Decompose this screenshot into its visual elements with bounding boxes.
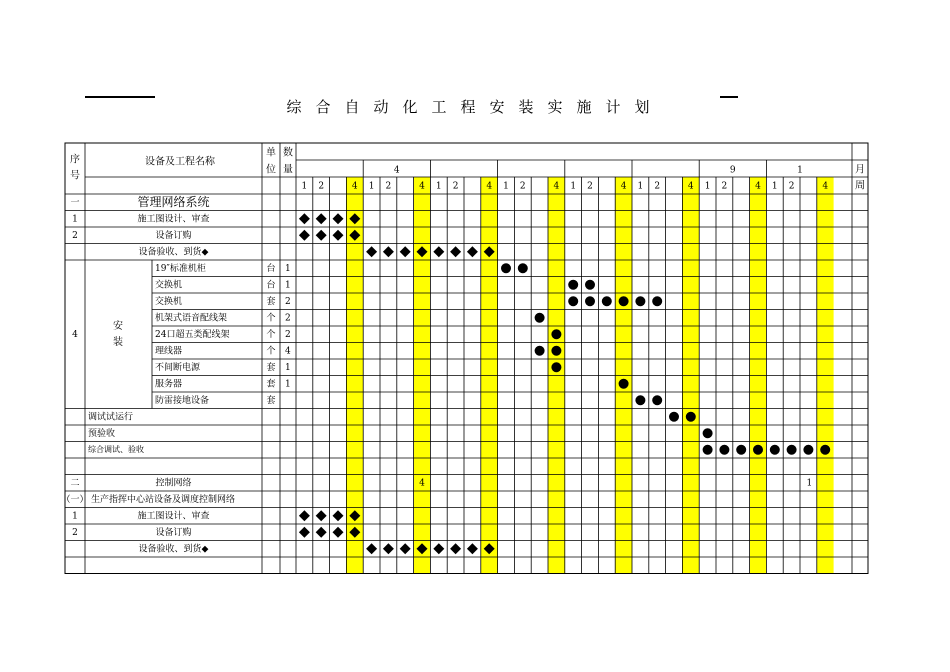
item-unit: 台 bbox=[266, 280, 276, 291]
row-name: 设备验收、到货◆ bbox=[138, 544, 209, 555]
diamond-marker-icon bbox=[316, 230, 327, 241]
week-number: 1 bbox=[570, 181, 577, 192]
row-seq: （一） bbox=[61, 494, 89, 505]
row-seq: 1 bbox=[72, 214, 78, 225]
row-name: 设备订购 bbox=[155, 527, 192, 538]
filled-circle-marker-icon bbox=[669, 412, 679, 422]
filled-circle-marker-icon bbox=[551, 362, 561, 372]
item-name: 不间断电源 bbox=[155, 362, 201, 373]
row-seq: 2 bbox=[72, 527, 78, 538]
row-name: 预验收 bbox=[88, 428, 116, 439]
item-name: 交换机 bbox=[155, 296, 183, 307]
filled-circle-marker-icon bbox=[551, 329, 561, 339]
diamond-marker-icon bbox=[467, 543, 478, 554]
item-qty: 4 bbox=[285, 346, 291, 357]
diamond-marker-icon bbox=[400, 246, 411, 257]
item-unit: 个 bbox=[266, 313, 276, 324]
diamond-marker-icon bbox=[299, 527, 310, 538]
item-unit: 套 bbox=[266, 379, 276, 390]
week-number: 2 bbox=[788, 181, 795, 192]
install-label: 装 bbox=[113, 336, 123, 348]
row-name: 施工图设计、审查 bbox=[137, 511, 210, 522]
item-name: 机架式语音配线架 bbox=[155, 313, 228, 324]
diamond-marker-icon bbox=[433, 543, 444, 554]
week-number: 1 bbox=[301, 181, 308, 192]
filled-circle-marker-icon bbox=[753, 445, 763, 455]
week-number: 2 bbox=[385, 181, 392, 192]
diamond-marker-icon bbox=[299, 230, 310, 241]
filled-circle-marker-icon bbox=[535, 313, 545, 323]
filled-circle-marker-icon bbox=[719, 445, 729, 455]
item-qty: 2 bbox=[285, 329, 291, 340]
item-name: 理线器 bbox=[155, 346, 183, 357]
diamond-marker-icon bbox=[433, 246, 444, 257]
header-name: 设备及工程名称 bbox=[145, 156, 215, 168]
week-number: 2 bbox=[587, 181, 593, 192]
week-number: 2 bbox=[721, 181, 728, 192]
header-unit: 位 bbox=[266, 164, 276, 176]
week-number: 1 bbox=[368, 181, 375, 192]
filled-circle-marker-icon bbox=[635, 395, 645, 405]
row-name: 控制网络 bbox=[155, 478, 192, 489]
item-qty: 2 bbox=[285, 313, 291, 324]
diamond-marker-icon bbox=[333, 230, 344, 241]
filled-circle-marker-icon bbox=[635, 296, 645, 306]
week-mark: 1 bbox=[806, 478, 813, 489]
item-name: 24口超五类配线架 bbox=[155, 329, 230, 340]
filled-circle-marker-icon bbox=[585, 296, 595, 306]
diamond-marker-icon bbox=[316, 510, 327, 521]
week-mark: 4 bbox=[419, 478, 425, 489]
filled-circle-marker-icon bbox=[619, 379, 629, 389]
item-unit: 套 bbox=[266, 296, 276, 307]
filled-circle-marker-icon bbox=[602, 296, 612, 306]
month-label: 1 bbox=[797, 165, 803, 176]
item-unit: 个 bbox=[266, 329, 276, 340]
diamond-marker-icon bbox=[333, 510, 344, 521]
row-seq: 一 bbox=[70, 197, 80, 208]
row-seq: 2 bbox=[72, 230, 78, 241]
diamond-marker-icon bbox=[299, 510, 310, 521]
item-qty: 1 bbox=[285, 362, 291, 373]
diamond-marker-icon bbox=[383, 543, 394, 554]
row-name: 调试试运行 bbox=[88, 412, 134, 423]
filled-circle-marker-icon bbox=[568, 296, 578, 306]
week-number: 1 bbox=[503, 181, 509, 192]
diamond-marker-icon bbox=[333, 213, 344, 224]
item-name: 19″标准机柜 bbox=[155, 263, 206, 274]
row-seq: 1 bbox=[72, 511, 78, 522]
item-qty: 1 bbox=[285, 280, 291, 291]
header-qty: 数 bbox=[283, 147, 293, 159]
week-number: 2 bbox=[452, 181, 459, 192]
install-seq: 4 bbox=[72, 329, 78, 340]
filled-circle-marker-icon bbox=[703, 445, 713, 455]
filled-circle-marker-icon bbox=[736, 445, 746, 455]
header-unit: 单 bbox=[266, 147, 276, 159]
diamond-marker-icon bbox=[400, 543, 411, 554]
item-unit: 个 bbox=[266, 346, 276, 357]
item-qty: 1 bbox=[285, 379, 291, 390]
item-name: 防雷接地设备 bbox=[155, 395, 210, 406]
filled-circle-marker-icon bbox=[652, 296, 662, 306]
item-qty: 1 bbox=[285, 263, 291, 274]
filled-circle-marker-icon bbox=[518, 263, 528, 273]
week-number: 1 bbox=[637, 181, 644, 192]
item-unit: 套 bbox=[266, 395, 276, 406]
filled-circle-marker-icon bbox=[703, 428, 713, 438]
item-name: 服务器 bbox=[155, 379, 183, 390]
item-name: 交换机 bbox=[155, 280, 183, 291]
diamond-marker-icon bbox=[366, 246, 377, 257]
week-number: 4 bbox=[822, 181, 829, 192]
week-number: 4 bbox=[755, 181, 761, 192]
header-month: 月 bbox=[855, 164, 865, 176]
week-number: 4 bbox=[351, 181, 358, 192]
week-number: 4 bbox=[687, 181, 694, 192]
install-label: 安 bbox=[113, 320, 123, 332]
header-seq: 号 bbox=[70, 170, 80, 182]
row-name: 管理网络系统 bbox=[137, 194, 210, 209]
diamond-marker-icon bbox=[333, 527, 344, 538]
filled-circle-marker-icon bbox=[619, 296, 629, 306]
filled-circle-marker-icon bbox=[652, 395, 662, 405]
diamond-marker-icon bbox=[467, 246, 478, 257]
week-number: 4 bbox=[620, 181, 627, 192]
diamond-marker-icon bbox=[316, 527, 327, 538]
row-name: 设备验收、到货◆ bbox=[138, 247, 209, 258]
diamond-marker-icon bbox=[450, 246, 461, 257]
row-name: 综合调试、验收 bbox=[88, 444, 144, 454]
header-seq: 序 bbox=[70, 154, 80, 166]
diamond-marker-icon bbox=[299, 213, 310, 224]
diamond-marker-icon bbox=[450, 543, 461, 554]
month-label: 9 bbox=[729, 165, 736, 176]
filled-circle-marker-icon bbox=[820, 445, 830, 455]
week-number: 2 bbox=[318, 181, 325, 192]
filled-circle-marker-icon bbox=[770, 445, 780, 455]
row-name: 施工图设计、审查 bbox=[137, 214, 210, 225]
week-number: 2 bbox=[519, 181, 526, 192]
filled-circle-marker-icon bbox=[535, 346, 545, 356]
week-number: 4 bbox=[486, 181, 493, 192]
item-qty: 2 bbox=[285, 296, 291, 307]
diamond-marker-icon bbox=[316, 213, 327, 224]
week-number: 1 bbox=[704, 181, 711, 192]
diamond-marker-icon bbox=[383, 246, 394, 257]
week-number: 1 bbox=[435, 181, 442, 192]
filled-circle-marker-icon bbox=[585, 280, 595, 290]
diamond-marker-icon bbox=[366, 543, 377, 554]
filled-circle-marker-icon bbox=[803, 445, 813, 455]
header-qty: 量 bbox=[283, 164, 293, 176]
week-number: 4 bbox=[419, 181, 425, 192]
filled-circle-marker-icon bbox=[568, 280, 578, 290]
row-name: 设备订购 bbox=[155, 230, 192, 241]
row-name: 生产指挥中心站设备及调度控制网络 bbox=[91, 494, 236, 505]
week-number: 2 bbox=[654, 181, 661, 192]
header-week: 周 bbox=[855, 180, 865, 192]
filled-circle-marker-icon bbox=[551, 346, 561, 356]
item-unit: 套 bbox=[266, 362, 276, 373]
filled-circle-marker-icon bbox=[787, 445, 797, 455]
filled-circle-marker-icon bbox=[501, 263, 511, 273]
row-seq: 二 bbox=[70, 478, 80, 489]
week-number: 4 bbox=[553, 181, 560, 192]
page-title: 综合自动化工程安装实施计划 bbox=[286, 98, 664, 116]
item-unit: 台 bbox=[266, 263, 276, 274]
month-label: 4 bbox=[393, 165, 400, 176]
filled-circle-marker-icon bbox=[686, 412, 696, 422]
week-number: 1 bbox=[771, 181, 778, 192]
